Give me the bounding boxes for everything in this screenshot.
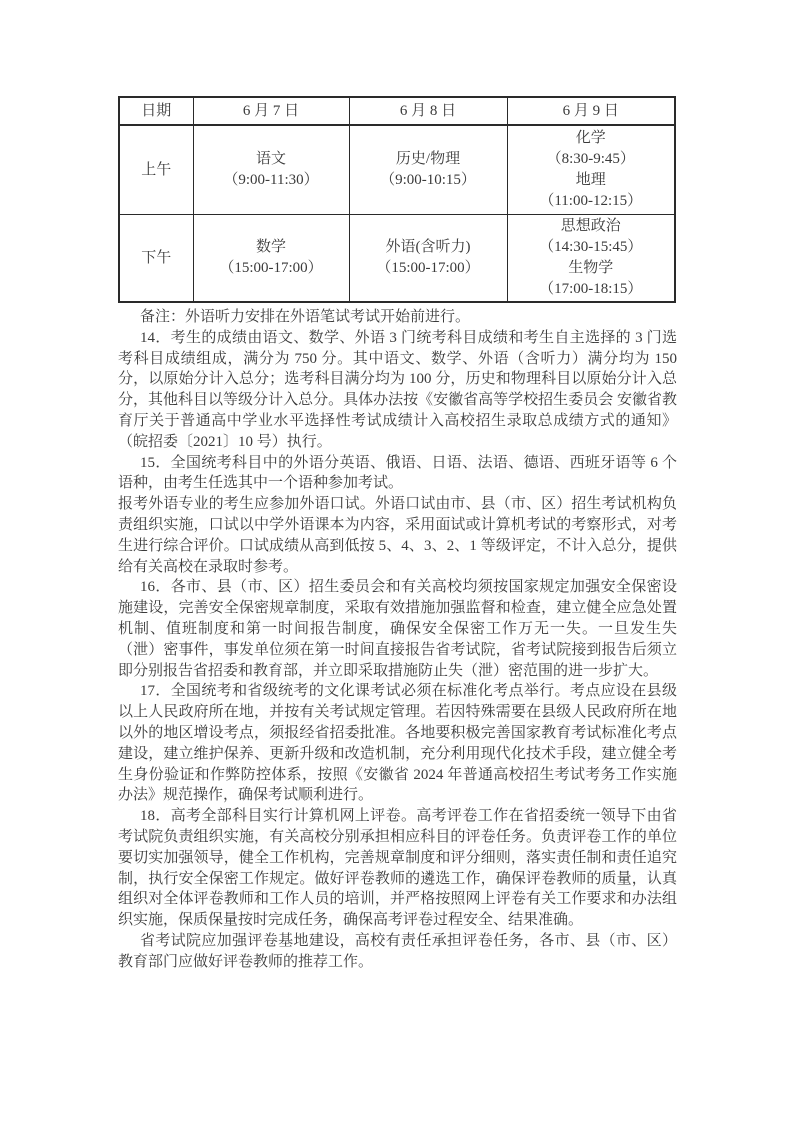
subject-time: （8:30-9:45） — [546, 151, 635, 167]
header-june-7: 6 月 7 日 — [193, 97, 349, 125]
cell-chinese — [193, 125, 349, 215]
subject-time: （15:00-17:00） — [219, 260, 323, 276]
paragraph-grading-base: 省考试院应加强评卷基地建设，高校有责任承担评卷任务，各市、县（市、区）教育部门应做好评卷教师的推荐工作。 — [118, 932, 677, 970]
cell-politics-biology — [507, 215, 675, 303]
subject-time: （11:00-12:15） — [539, 193, 643, 209]
document-body — [118, 307, 677, 973]
subject-name: 语文 — [255, 151, 286, 167]
header-june-9: 6 月 9 日 — [507, 97, 675, 125]
paragraph-15-language-options: 15．全国统考科目中的外语分英语、俄语、日语、法语、德语、西班牙语等 6 个语种，由考生任选其中一个语种参加考试。 — [118, 454, 677, 492]
row-label-afternoon: 下午 — [119, 215, 193, 303]
header-date: 日期 — [119, 97, 193, 125]
document-page — [118, 96, 677, 973]
subject-name: 地理 — [575, 172, 606, 188]
table-row-morning — [119, 125, 675, 215]
subject-name: 数学 — [255, 239, 286, 255]
cell-history-physics — [349, 125, 507, 215]
subject-time: （17:00-18:15） — [539, 281, 643, 297]
subject-time: （14:30-15:45） — [539, 239, 643, 255]
cell-math — [193, 215, 349, 303]
header-june-8: 6 月 8 日 — [349, 97, 507, 125]
subject-name: 生物学 — [568, 260, 614, 276]
subject-name: 历史/物理 — [395, 151, 461, 167]
subject-time: （9:00-10:15） — [380, 172, 476, 188]
paragraph-16-security: 16．各市、县（市、区）招生委员会和有关高校均须按国家规定加强安全保密设施建设，完善安全保密规章制度，采取有效措施加强监督和检查，建立健全应急处置机制、值班制度和第一时间报告制度，确保安全保密工作万无一失。一旦发生失（泄）密事件，事发单位须在第一时间直接报告省考试院，省考试院接到报告后须立即分别报告省招委和教育部，并立即采取措施防止失（泄）密范围的进一步扩大。 — [118, 579, 677, 679]
subject-time: （9:00-11:30） — [223, 172, 319, 188]
cell-chemistry-geography — [507, 125, 675, 215]
subject-name: 思想政治 — [560, 218, 621, 234]
paragraph-oral-test: 报考外语专业的考生应参加外语口试。外语口试由市、县（市、区）招生考试机构负责组织实施，口试以中学外语课本为内容，采用面试或计算机考试的考察形式，对考生进行综合评价。口试成绩从高到低按 5、4、3、2、1 等级评定，不计入总分，提供给有关高校在录取时参考。 — [118, 496, 677, 575]
note-remark: 备注：外语听力安排在外语笔试考试开始前进行。 — [140, 309, 471, 325]
subject-time: （15:00-17:00） — [376, 260, 480, 276]
row-label-morning: 上午 — [119, 125, 193, 215]
subject-name: 化学 — [575, 130, 606, 146]
paragraph-14-score-composition: 14．考生的成绩由语文、数学、外语 3 门统考科目成绩和考生自主选择的 3 门选考科目成绩组成，满分为 750 分。其中语文、数学、外语（含听力）满分均为 150 分，以原始分计入总分；选考科目满分均为 100 分，历史和物理科目以原始分计入总分，其他科目以等级分计入总分。具体办法按《安徽省高等学校招生委员会 安徽省教育厅关于普通高中学业水平选择性考试成绩计入高校招生录取总成绩方式的通知》（皖招委〔2021〕10 号）执行。 — [118, 329, 677, 450]
exam-schedule-table — [118, 96, 676, 303]
table-header-row — [119, 97, 675, 125]
table-row-afternoon — [119, 215, 675, 303]
paragraph-18-online-grading: 18．高考全部科目实行计算机网上评卷。高考评卷工作在省招委统一领导下由省考试院负责组织实施，有关高校分别承担相应科目的评卷任务。负责评卷工作的单位要切实加强领导，健全工作机构，完善规章制度和评分细则，落实责任制和责任追究制，执行安全保密工作规定。做好评卷教师的遴选工作，确保评卷教师的质量，认真组织对全体评卷教师和工作人员的培训，并严格按照网上评卷有关工作要求和办法组织实施，保质保量按时完成任务，确保高考评卷过程安全、结果准确。 — [118, 808, 677, 929]
subject-name: 外语(含听力) — [385, 239, 471, 255]
cell-foreign-language — [349, 215, 507, 303]
paragraph-17-standardized-sites: 17．全国统考和省级统考的文化课考试必须在标准化考点举行。考点应设在县级以上人民政府所在地，并按有关考试规定管理。若因特殊需要在县级人民政府所在地以外的地区增设考点，须报经省招委批准。各地要积极完善国家教育考试标准化考点建设，建立维护保养、更新升级和改造机制，充分利用现代化技术手段，建立健全考生身份验证和作弊防控体系，按照《安徽省 2024 年普通高校招生考试考务工作实施办法》规范操作，确保考试顺利进行。 — [118, 683, 677, 804]
